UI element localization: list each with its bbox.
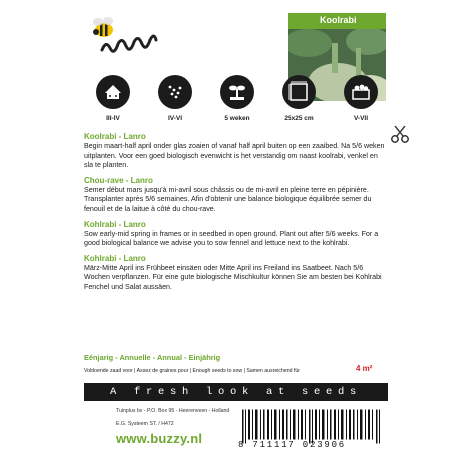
product-tag (288, 13, 386, 29)
icon-label: 25x25 cm (284, 115, 314, 122)
annual-label: Eénjarig - Annuelle - Annual - Einjährig (84, 353, 221, 362)
sufficient-amount: 4 m² (356, 364, 373, 373)
section-body-en: Sow early-mid spring in frames or in seedbed in open ground. Plant out after 5/6 weeks. For a good biological balance we advise you to sow fennel and lettuce next to the kohlrabi. (84, 229, 379, 248)
icon-label: V-VII (353, 115, 369, 122)
weeks-icon (220, 75, 254, 109)
icon-row (84, 75, 388, 135)
tagline-bar (84, 383, 388, 401)
address-line-2: E.G. Systeem ST. / H472 (116, 421, 174, 427)
section-body-nl: Begin maart-half april onder glas zoaien of vanaf half april buiten op een zaaibed. Na 5/6 weken uitplanten. Voor een goed biologisch evenwicht is het verstandig om naast koolrabi, venkel en sla te planten. (84, 142, 385, 170)
section-title-de: Kohlrabi - Lanro (84, 253, 146, 263)
icon-label: 5 weken (224, 115, 250, 122)
section-body-de: März-Mitte April ins Frühbeet einsäen oder Mitte April ins Freiland ins Saatbeet. Nach 5/6 Wochen verpflanzen. Für eine gute biologische Mischkultur können Sie am besten bei Kohlrabi Fenchel und Salat aussäen. (84, 263, 382, 291)
section-title-nl: Koolrabi - Lanro (84, 132, 146, 141)
harvest-crate-icon (344, 75, 378, 109)
sowing-indoor-icon (96, 75, 130, 109)
icon-label: III-IV (106, 115, 120, 122)
barcode-digits: 8 711117 023906 (238, 440, 347, 450)
section-body-fr: Semer début mars jusqu'à mi-avril sous châssis ou de mi-avril en pleine terre en pépinière. Transplanter après 5/6 semaines. Afin d'obtenir une balance biologique équilibrée semer du fenouil et de la laitue à côté du chou-rave. (84, 185, 372, 213)
description (84, 132, 388, 298)
section-title-fr: Chou-rave - Lanro (84, 175, 153, 185)
spacing-icon (282, 75, 316, 109)
product-tag-label: Koolrabi (320, 15, 357, 25)
buzzy-logo (84, 10, 164, 62)
section-title-en: Kohlrabi - Lanro (84, 219, 146, 229)
sowing-outdoor-icon (158, 75, 192, 109)
sufficient-seeds-text: Voldoende zaad voor | Assez de graines pour | Enough seeds to sow | Samen ausreichend für (84, 368, 301, 374)
scissors-icon (389, 123, 411, 145)
tagline-text: A fresh look at seeds (109, 386, 363, 398)
icon-label: IV-VI (167, 115, 183, 122)
website-url: www.buzzy.nl (116, 431, 203, 446)
address-line-1: Tuinplus bv - P.O. Box 95 - Heerenveen - Holland (116, 408, 230, 414)
